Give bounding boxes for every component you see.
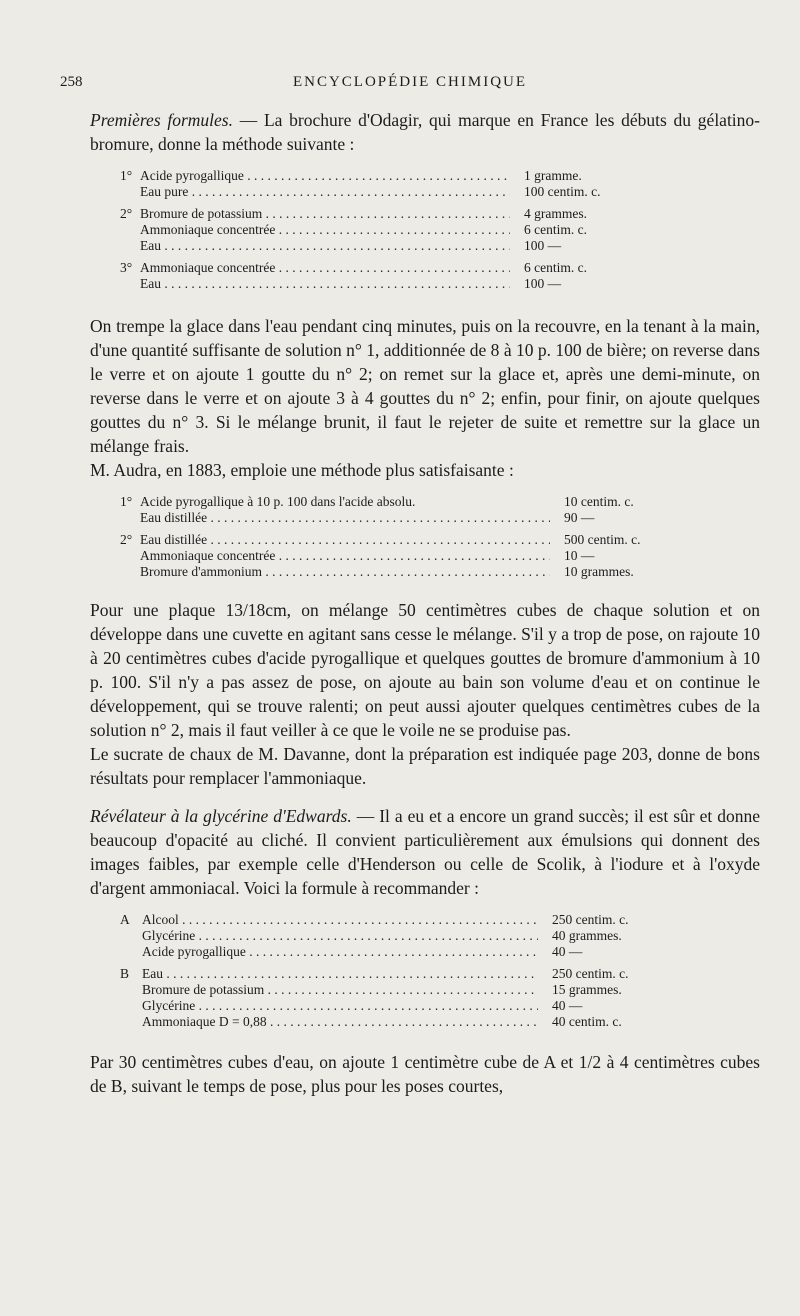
formula-quantity: 1 gramme.	[524, 168, 582, 183]
formula-quantity: 100 —	[524, 238, 562, 253]
formula-quantity: 6 centim. c.	[524, 222, 587, 237]
formula-row	[90, 912, 760, 928]
formula-row	[90, 548, 760, 564]
formula-quantity: 6 centim. c.	[524, 260, 587, 275]
formula-ingredient: Eau distillée . . .	[140, 532, 550, 548]
formula-ingredient: Ammoniaque concentrée . . .	[140, 260, 510, 276]
formula-quantity: 40 —	[552, 944, 583, 959]
formula-row	[90, 966, 760, 982]
formula-ingredient: Eau . . .	[142, 966, 538, 982]
formula-ingredient: Acide pyrogallique à 10 p. 100 dans l'acide absolu.	[140, 494, 416, 509]
formula-number: B	[120, 966, 130, 981]
formula-row	[90, 998, 760, 1014]
formula-row	[90, 944, 760, 960]
formula-number: A	[120, 912, 130, 927]
formula-odagir	[90, 168, 760, 292]
formula-quantity: 250 centim. c.	[552, 966, 629, 981]
formula-row	[90, 260, 760, 276]
formula-row	[90, 238, 760, 254]
formula-number: 2°	[120, 532, 133, 547]
formula-ingredient: Ammoniaque concentrée . . .	[140, 222, 510, 238]
page-body	[90, 108, 760, 1098]
formula-ingredient: Glycérine . . .	[142, 998, 538, 1014]
formula-row	[90, 982, 760, 998]
formula-ingredient: Alcool . . .	[142, 912, 538, 928]
formula-row	[90, 206, 760, 222]
section-text: — Il a eu et a encore un grand succès; il est sûr et donne beaucoup d'opacité au cliché. Il convient particulièrement aux émulsions qui donnent des images faibles, par exemple celle d'Henderson ou celle de Scolik, à l'iodure et à l'oxyde d'argent ammoniacal. Voici la formule à recommander :	[90, 806, 760, 898]
paragraph: M. Audra, en 1883, emploie une méthode plus satisfaisante :	[90, 460, 514, 480]
formula-quantity: 15 grammes.	[552, 982, 622, 997]
formula-quantity: 10 centim. c.	[564, 494, 634, 509]
formula-quantity: 10 —	[564, 548, 595, 563]
formula-quantity: 500 centim. c.	[564, 532, 641, 547]
formula-row	[90, 494, 760, 510]
paragraph: Le sucrate de chaux de M. Davanne, dont la préparation est indiquée page 203, donne de bons résultats pour remplacer l'ammoniaque.	[90, 744, 760, 788]
formula-row	[90, 510, 760, 526]
formula-quantity: 40 —	[552, 998, 583, 1013]
section-revelateur-glycerine	[90, 804, 760, 900]
formula-number: 1°	[120, 494, 133, 509]
section-premieres-formules	[90, 108, 760, 156]
formula-number: 1°	[120, 168, 133, 183]
formula-quantity: 4 grammes.	[524, 206, 587, 221]
paragraph: Pour une plaque 13/18cm, on mélange 50 centimètres cubes de chaque solution et on développe dans une cuvette en agitant sans cesse le mélange. S'il y a trop de pose, on rajoute 10 à 20 centimètres cubes d'acide pyrogallique et quelques gouttes de bromure d'ammonium à 10 p. 100. S'il n'y a pas assez de pose, on ajoute au bain son volume d'eau et on continue le développement, qui se trouve ralenti; on peut aussi ajouter quelques centimètres cubes de la solution n° 2, mais il faut veiller à ce que le voile ne se produise pas.	[90, 600, 760, 740]
page-header	[60, 74, 760, 94]
formula-number: 2°	[120, 206, 133, 221]
formula-ingredient: Eau . . .	[140, 238, 510, 254]
formula-quantity: 40 grammes.	[552, 928, 622, 943]
formula-quantity: 100 centim. c.	[524, 184, 601, 199]
formula-ingredient: Eau . . .	[140, 276, 510, 292]
formula-ingredient: Bromure de potassium . . .	[140, 206, 510, 222]
paragraph: On trempe la glace dans l'eau pendant cinq minutes, puis on la recouvre, en la tenant à la main, d'une quantité suffisante de solution n° 1, additionnée de 8 à 10 p. 100 de bière; on reverse dans le verre et on ajoute 1 goutte du n° 2; on remet sur la glace et, après une demi-minute, on reverse dans le verre et on ajoute 3 à 4 gouttes du n° 2; enfin, pour finir, on ajoute quelques gouttes du n° 3. Si le mélange brunit, il faut le rejeter de suite et remettre sur la glace un mélange frais.	[90, 316, 760, 456]
formula-number: 3°	[120, 260, 133, 275]
formula-row	[90, 184, 760, 200]
section-title: Premières formules.	[90, 110, 233, 130]
formula-quantity: 10 grammes.	[564, 564, 634, 579]
page-number: 258	[60, 74, 83, 90]
formula-quantity: 40 centim. c.	[552, 1014, 622, 1029]
formula-ingredient: Glycérine . . .	[142, 928, 538, 944]
formula-edwards	[90, 912, 760, 1030]
formula-row	[90, 222, 760, 238]
formula-quantity: 100 —	[524, 276, 562, 291]
paragraph: Par 30 centimètres cubes d'eau, on ajoute 1 centimètre cube de A et 1/2 à 4 centimètres cubes de B, suivant le temps de pose, plus pour les poses courtes,	[90, 1052, 760, 1096]
formula-ingredient: Ammoniaque D = 0,88 . . .	[142, 1014, 538, 1030]
formula-ingredient: Bromure de potassium . . .	[142, 982, 538, 998]
formula-audra	[90, 494, 760, 580]
formula-ingredient: Acide pyrogallique . . .	[140, 168, 510, 184]
formula-ingredient: Ammoniaque concentrée . . .	[140, 548, 550, 564]
formula-row	[90, 1014, 760, 1030]
formula-row	[90, 564, 760, 580]
section-title: Révélateur à la glycérine d'Edwards.	[90, 806, 352, 826]
running-title: ENCYCLOPÉDIE CHIMIQUE	[292, 74, 528, 90]
formula-row	[90, 276, 760, 292]
formula-ingredient: Eau distillée . . .	[140, 510, 550, 526]
section-text: — La brochure d'Odagir, qui marque en France les débuts du gélatino-bromure, donne la méthode suivante :	[90, 110, 760, 154]
formula-row	[90, 532, 760, 548]
formula-row	[90, 168, 760, 184]
formula-quantity: 250 centim. c.	[552, 912, 629, 927]
formula-row	[90, 928, 760, 944]
formula-ingredient: Bromure d'ammonium . . .	[140, 564, 550, 580]
formula-ingredient: Eau pure . . .	[140, 184, 510, 200]
formula-ingredient: Acide pyrogallique . . .	[142, 944, 538, 960]
formula-quantity: 90 —	[564, 510, 595, 525]
